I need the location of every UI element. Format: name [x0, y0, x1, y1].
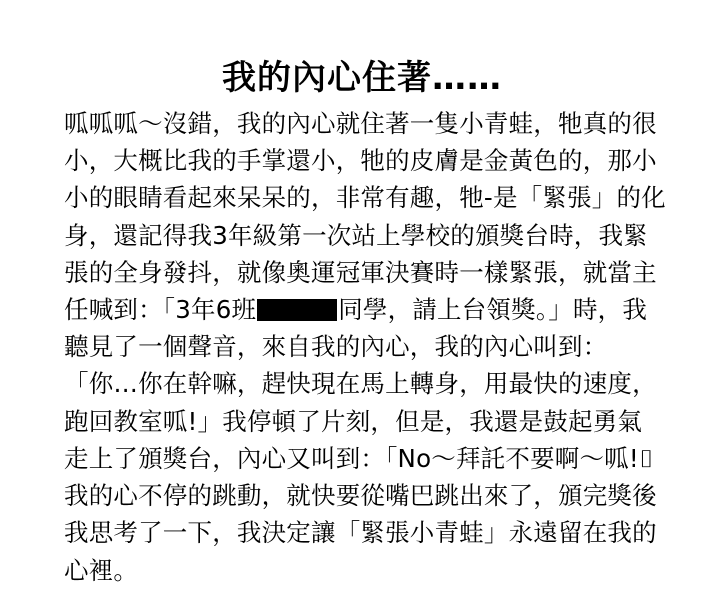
redacted-name-block: [257, 299, 337, 321]
paragraph-segment-before-redaction: 呱呱呱～沒錯，我的內心就住著一隻小青蛙，牠真的很小，大概比我的手掌還小，牠的皮膚是金黃色的，那小小的眼睛看起來呆呆的，非常有趣，牠-是「緊張」的化身，還記得我3年級第一次站上學校的頒獎台時，我緊張的全身發抖，就像奧運冠軍決賽時一樣緊張，就當主任喊到：「3年6班: [64, 108, 666, 324]
page-title: 我的內心住著……: [222, 58, 502, 98]
paragraph-segment-after-redaction: 同學，請上台領獎。」時，我聽見了一個聲音，來自我的內心，我的內心叫到：「你…你在幹嘛，趕快現在馬上轉身，用最快的速度，跑回教室呱!」我停頓了片刻，但是，我還是鼓起勇氣走上了頒獎台，內心又叫到：「No～拜託不要啊～呱!⌷我的心不停的跳動，就快要從嘴巴跳出來了，頒完獎後我思考了一下，我決定讓「緊張小青蛙」永遠留在我的心裡。: [64, 294, 657, 585]
body-paragraph: [0, 105, 724, 589]
